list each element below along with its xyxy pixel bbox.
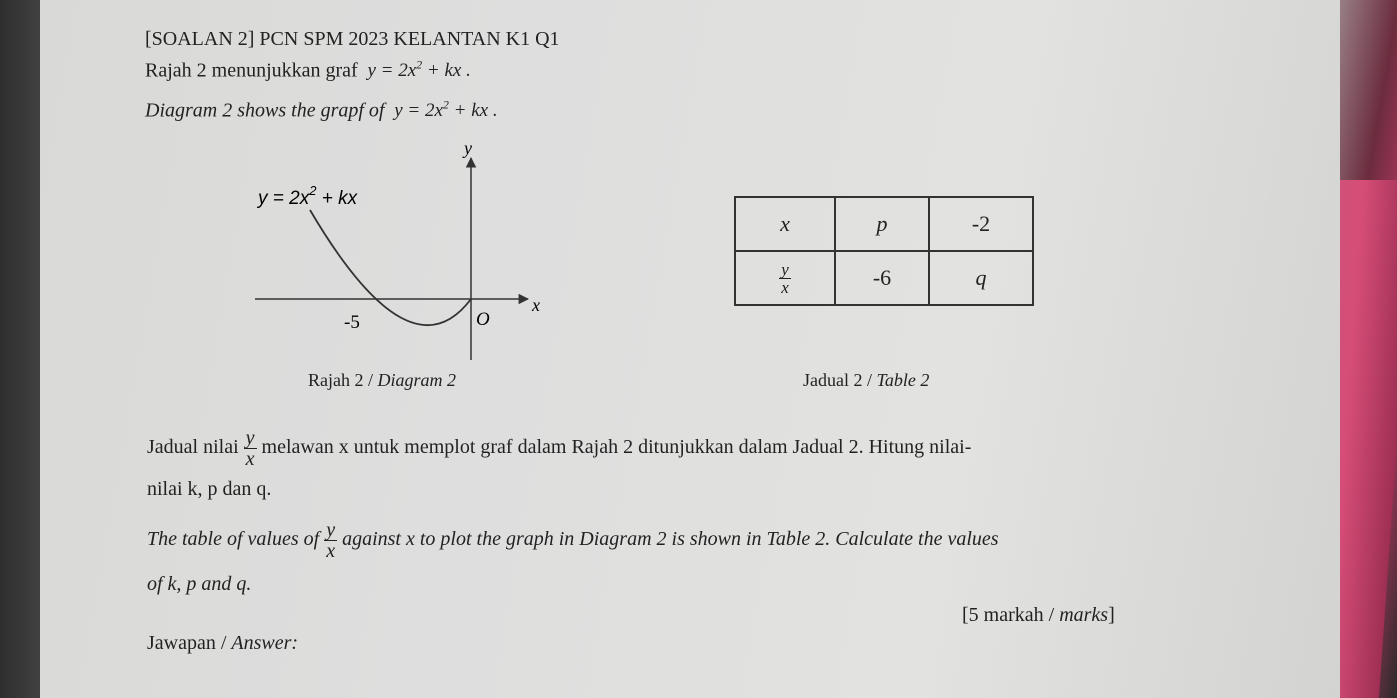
- fraction: [779, 261, 791, 296]
- x-axis-label: x: [532, 295, 540, 315]
- table-row: [735, 197, 1033, 251]
- fraction: [244, 428, 257, 469]
- fraction: [324, 520, 337, 561]
- equation-en-rhs: + kx: [448, 100, 489, 122]
- marks-ms: [5 markah /: [962, 604, 1060, 626]
- paragraph-malay-post: melawan x untuk memplot graf dalam Rajah 2 ditunjukkan dalam Jadual 2. Hitung nilai-: [261, 436, 972, 459]
- table-caption: [803, 370, 929, 391]
- table-cell: p: [835, 197, 929, 251]
- paragraph-english-pre: The table of values of: [147, 528, 320, 551]
- equation-end: .: [466, 60, 471, 82]
- marks-close: ]: [1108, 604, 1115, 626]
- equation-en-lhs: y = 2x: [394, 100, 443, 122]
- table-cell: q: [929, 251, 1033, 305]
- diagram-caption-en: Diagram 2: [377, 370, 457, 390]
- paragraph-malay: [147, 428, 971, 469]
- table-cell: -2: [929, 197, 1033, 251]
- table-row: [735, 251, 1033, 305]
- root-label: -5: [344, 312, 360, 333]
- paragraph-english-post: against x to plot the graph in Diagram 2 is shown in Table 2. Calculate the values: [342, 528, 999, 551]
- fraction-denominator: x: [245, 448, 255, 470]
- fraction-denominator: x: [781, 277, 789, 297]
- equation-en-end: .: [492, 100, 498, 122]
- intro-english-text: Diagram 2 shows the grapf of: [145, 99, 385, 122]
- intro-malay-text: Rajah 2 menunjukkan graf: [145, 59, 358, 82]
- table-caption-ms: Jadual 2 /: [803, 370, 877, 390]
- fraction-denominator: x: [326, 540, 336, 562]
- marks-en: marks: [1059, 604, 1109, 626]
- diagram-caption-ms: Rajah 2 /: [308, 370, 378, 390]
- equation-en: [389, 100, 497, 121]
- intro-english: [145, 98, 498, 122]
- origin-label: O: [476, 309, 490, 330]
- equation-lhs: y = 2x: [367, 60, 417, 82]
- equation-rhs: + kx: [422, 60, 462, 82]
- curve-label-exp: 2: [309, 183, 317, 198]
- table-header-y-over-x: [735, 251, 835, 305]
- diagram-caption: [308, 370, 456, 391]
- answer-en: Answer:: [231, 632, 299, 654]
- intro-malay: [145, 58, 471, 82]
- answer-ms: Jawapan /: [147, 632, 232, 654]
- y-axis-label: y: [464, 140, 472, 158]
- paragraph-english: [147, 520, 999, 561]
- parabola-curve: [310, 210, 471, 325]
- equation-exp: 2: [416, 58, 423, 72]
- curve-label: [256, 183, 359, 209]
- equation-en-exp: 2: [442, 98, 449, 112]
- paragraph-malay-line2: nilai k, p dan q.: [147, 478, 272, 500]
- fraction-numerator: y: [245, 427, 255, 449]
- answer-label: [147, 632, 298, 655]
- table-caption-en: Table 2: [876, 370, 930, 390]
- table-header-x: x: [735, 197, 835, 251]
- values-table: [734, 196, 1034, 306]
- table-cell: -6: [835, 251, 929, 305]
- marks-label: [962, 604, 1115, 627]
- parabola-diagram: [250, 140, 570, 370]
- curve-label-rhs: + kx: [316, 188, 358, 209]
- equation: [363, 60, 471, 81]
- question-heading: [SOALAN 2] PCN SPM 2023 KELANTAN K1 Q1: [145, 28, 560, 50]
- fraction-numerator: y: [781, 259, 789, 279]
- curve-label-lhs: y = 2x: [258, 188, 310, 209]
- fraction-numerator: y: [326, 519, 336, 541]
- paragraph-malay-pre: Jadual nilai: [147, 436, 239, 459]
- paragraph-english-line2: of k, p and q.: [147, 573, 252, 595]
